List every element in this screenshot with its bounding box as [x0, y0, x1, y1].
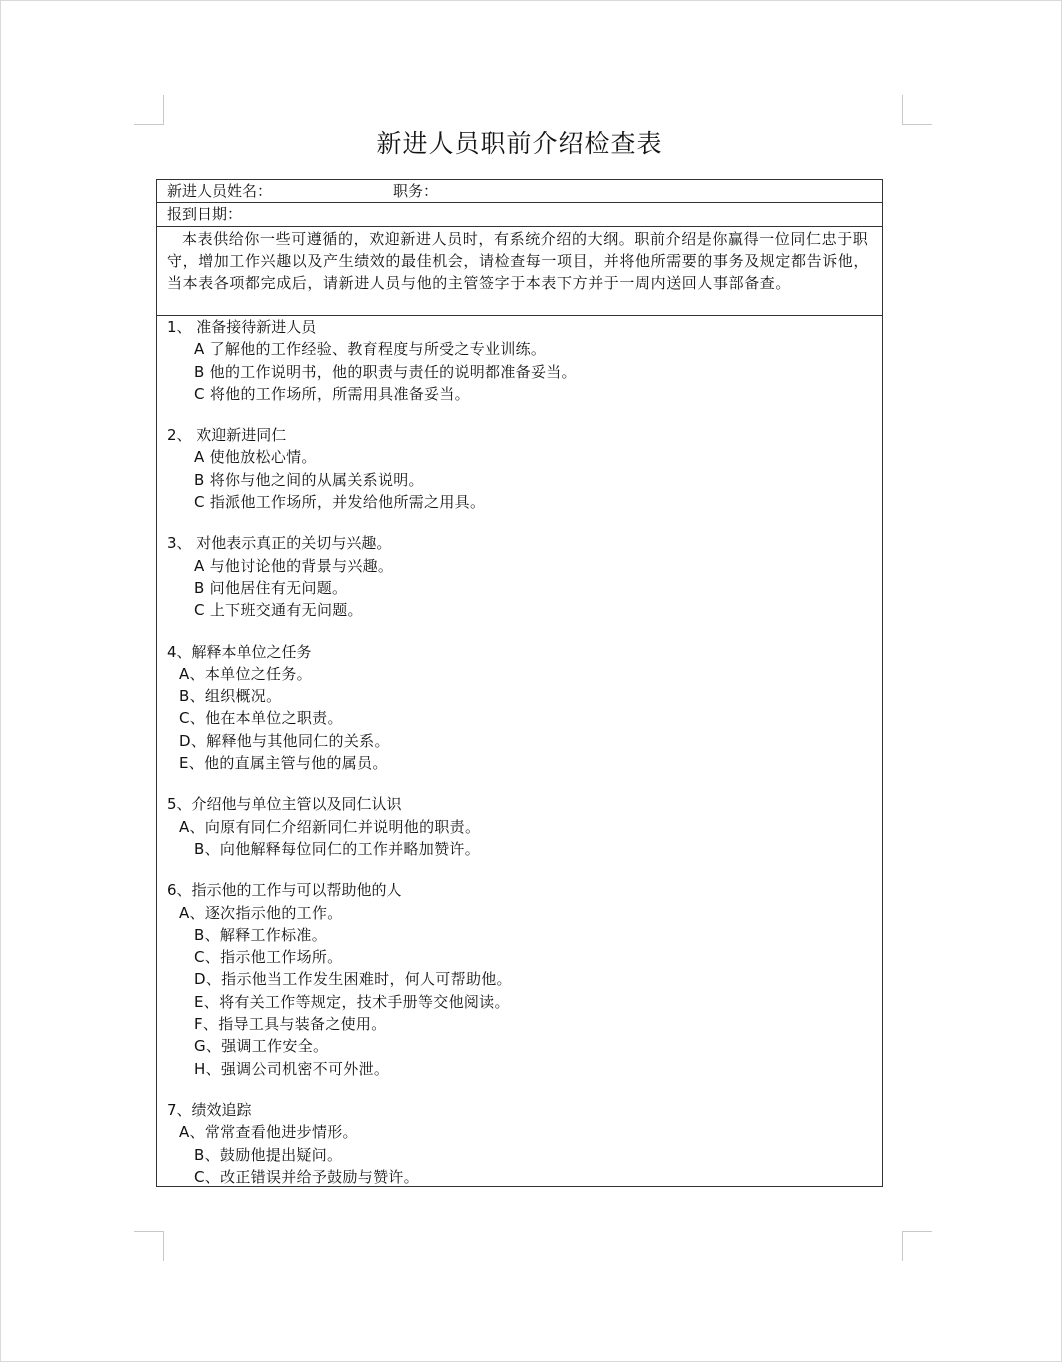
checklist-item: B 他的工作说明书，他的职责与责任的说明都准备妥当。	[194, 362, 577, 381]
position-field-label[interactable]: 职务：	[393, 182, 439, 200]
checklist-item: D、指示他当工作发生困难时，何人可帮助他。	[194, 970, 512, 989]
section-title: 1、 准备接待新进人员	[167, 318, 317, 336]
section-2	[167, 424, 872, 513]
margin-corner-bottom-right	[902, 1231, 932, 1261]
section-title: 7、绩效追踪	[167, 1100, 252, 1119]
checklist-item: B、组织概况。	[179, 687, 282, 706]
checklist-item: B、解释工作标准。	[194, 925, 327, 944]
intro-paragraph: 本表供给你一些可遵循的，欢迎新进人员时，有系统介绍的大纲。职前介绍是你赢得一位同仁忠于职守，增加工作兴趣以及产生绩效的最佳机会，请检查每一项目，并将他所需要的事务及规定都告诉他，当本表各项都完成后，请新进人员与他的主管签字于本表下方并于一周内送回人事部备查。	[157, 227, 882, 316]
checklist-item: A 与他讨论他的背景与兴趣。	[194, 556, 394, 575]
checklist-item: B、鼓励他提出疑问。	[194, 1145, 343, 1164]
section-title: 5、介绍他与单位主管以及同仁认识	[167, 795, 402, 814]
section-title: 2、 欢迎新进同仁	[167, 426, 287, 445]
section-6	[167, 879, 872, 1080]
checklist-item: A、常常查看他进步情形。	[179, 1123, 358, 1142]
checklist-item: G、强调工作安全。	[194, 1037, 329, 1056]
section-title: 4、解释本单位之任务	[167, 642, 312, 661]
checklist-item: B、向他解释每位同仁的工作并略加赞许。	[194, 839, 480, 858]
document-title: 新进人员职前介绍检查表	[376, 129, 663, 158]
checklist-item: A、向原有同仁介绍新同仁并说明他的职责。	[179, 817, 481, 836]
margin-corner-top-right	[902, 95, 932, 125]
checklist-item: E、将有关工作等规定，技术手册等交他阅读。	[194, 992, 510, 1011]
checklist-body	[157, 316, 882, 1188]
section-1	[167, 316, 872, 405]
section-7	[167, 1099, 872, 1188]
checklist-item: F、指导工具与装备之使用。	[194, 1015, 387, 1034]
checklist-item: C、他在本单位之职责。	[179, 709, 343, 728]
name-position-row	[157, 180, 882, 203]
name-field-label[interactable]: 新进人员姓名：	[167, 182, 273, 200]
section-5	[167, 793, 872, 860]
report-date-row	[157, 203, 882, 227]
checklist-item: B 问他居住有无问题。	[194, 578, 348, 597]
section-title: 3、 对他表示真正的关切与兴趣。	[167, 534, 392, 553]
report-date-label[interactable]: 报到日期：	[167, 205, 243, 223]
checklist-table	[156, 179, 883, 1187]
checklist-item: C 指派他工作场所，并发给他所需之用具。	[194, 493, 486, 512]
checklist-item: E、他的直属主管与他的属员。	[179, 754, 388, 773]
section-4	[167, 641, 872, 775]
checklist-item: B 将你与他之间的从属关系说明。	[194, 470, 424, 489]
checklist-item: A 使他放松心情。	[194, 448, 317, 467]
section-title: 6、指示他的工作与可以帮助他的人	[167, 881, 402, 900]
checklist-item: C、改正错误并给予鼓励与赞许。	[194, 1167, 419, 1186]
margin-corner-top-left	[134, 95, 164, 125]
checklist-item: A、逐次指示他的工作。	[179, 903, 343, 922]
margin-corner-bottom-left	[134, 1231, 164, 1261]
checklist-item: D、解释他与其他同仁的关系。	[179, 731, 390, 750]
checklist-item: H、强调公司机密不可外泄。	[194, 1059, 390, 1078]
checklist-item: C、指示他工作场所。	[194, 948, 343, 967]
checklist-item: A、本单位之任务。	[179, 664, 312, 683]
checklist-item: C 将他的工作场所，所需用具准备妥当。	[194, 384, 470, 403]
section-3	[167, 532, 872, 621]
checklist-item: C 上下班交通有无问题。	[194, 601, 363, 620]
checklist-item: A 了解他的工作经验、教育程度与所受之专业训练。	[194, 340, 547, 359]
